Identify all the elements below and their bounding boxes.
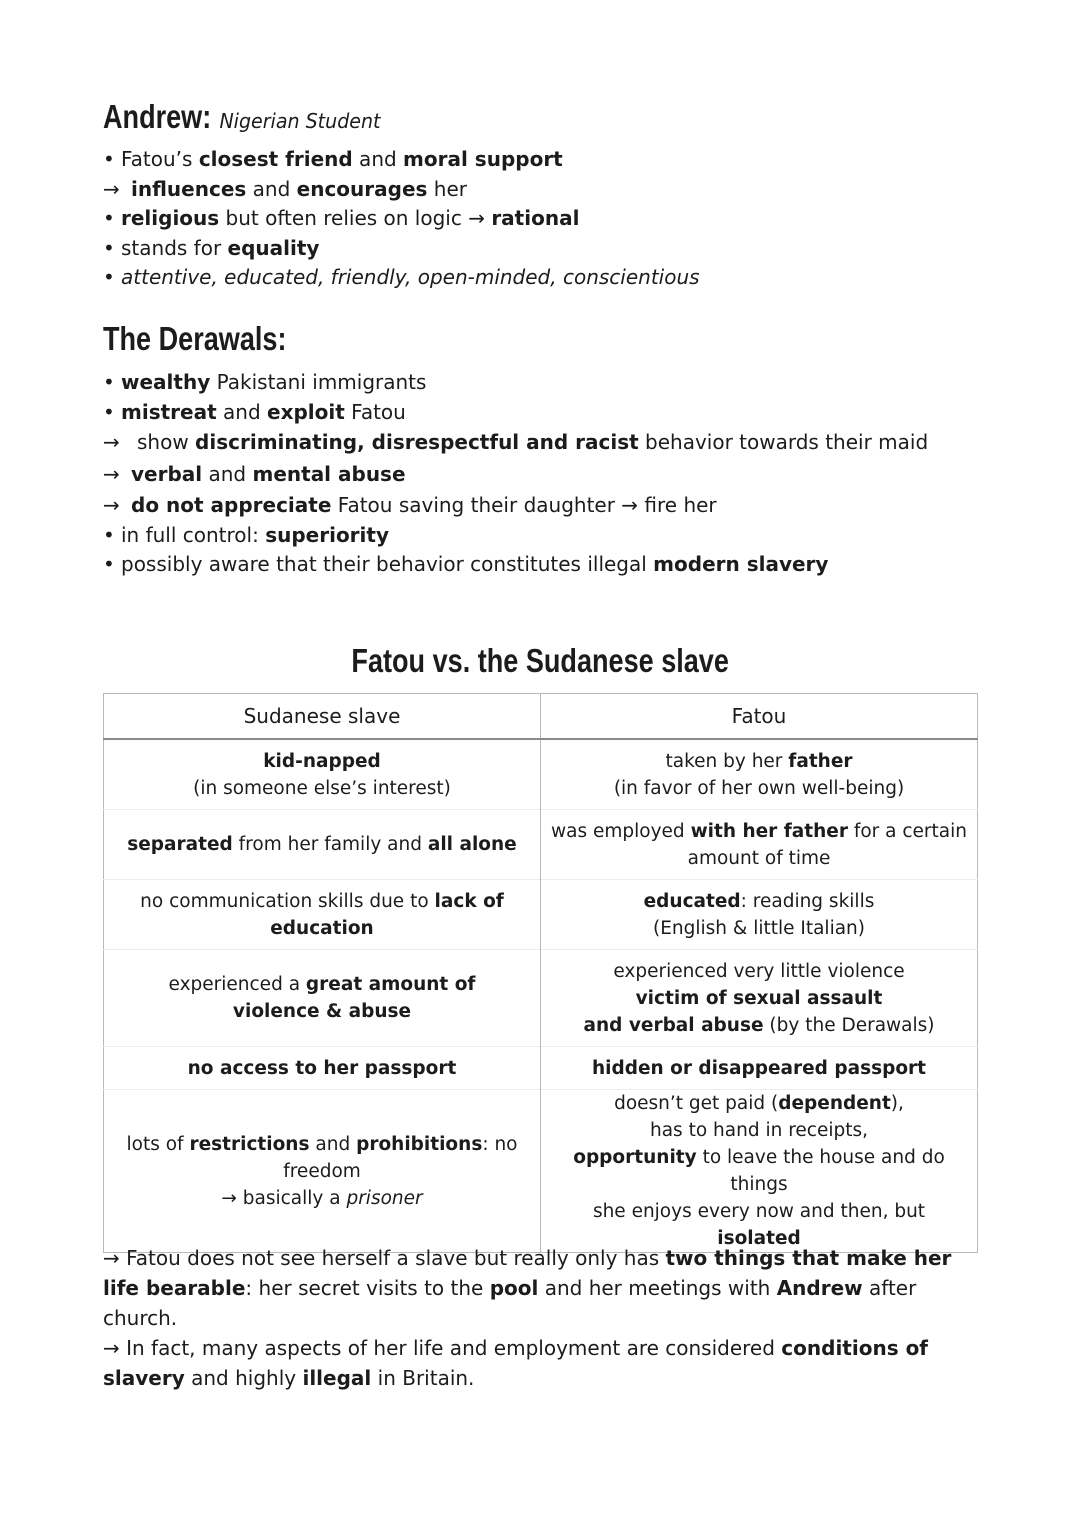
list-item-text xyxy=(137,428,928,458)
table-row xyxy=(104,950,978,1047)
text-run: after church. xyxy=(103,1276,917,1330)
arrow-marker: → xyxy=(103,461,120,486)
cell-line xyxy=(551,748,967,775)
text-run: and xyxy=(202,461,253,486)
bold-text: dependent xyxy=(778,1093,891,1114)
cell-line xyxy=(551,845,967,872)
bold-text: lack of xyxy=(434,890,504,912)
list-item xyxy=(103,145,700,175)
cell-line xyxy=(114,915,530,942)
list-item xyxy=(103,263,700,293)
table-cell xyxy=(541,950,978,1047)
table-cell xyxy=(541,739,978,810)
text-run: experienced very little violence xyxy=(613,960,905,982)
text-run: behavior towards their maid xyxy=(638,430,929,454)
bold-text: educated xyxy=(643,890,741,912)
text-run: freedom xyxy=(283,1160,361,1182)
derawals-traits-list xyxy=(103,368,928,580)
text-run: (by the Derawals) xyxy=(763,1014,935,1036)
cell-line xyxy=(114,1131,530,1158)
bullet-marker: • xyxy=(103,147,115,171)
bold-text: closest friend xyxy=(198,147,353,171)
text-run: in full control: xyxy=(121,522,266,547)
table-cell xyxy=(104,880,541,950)
cell-line xyxy=(114,775,530,802)
summary-paragraphs xyxy=(103,1243,983,1393)
comparison-title-text: Fatou vs. the Sudanese slave xyxy=(351,642,729,679)
text-run: → basically a xyxy=(221,1187,347,1209)
text-run: she enjoys every now and then, but xyxy=(592,1201,926,1222)
bold-text: influences xyxy=(131,176,247,201)
italic-text: attentive, educated, friendly, open-minded, conscientious xyxy=(121,265,700,289)
text-run: lots of xyxy=(126,1133,190,1155)
arrow-marker: → xyxy=(103,430,120,454)
comparison-table xyxy=(103,693,978,1253)
text-run: her xyxy=(427,176,467,201)
list-item-text xyxy=(121,145,563,175)
bold-text: hidden or disappeared passport xyxy=(591,1057,927,1079)
text-run: amount of time xyxy=(687,847,831,869)
list-item-text xyxy=(121,521,389,551)
bold-text: victim of sexual assault xyxy=(635,987,883,1009)
column-header-sudanese-slave: Sudanese slave xyxy=(104,694,541,740)
andrew-traits-list xyxy=(103,145,700,293)
text-run: doesn’t get paid ( xyxy=(614,1093,779,1114)
bold-text: conditions of slavery xyxy=(103,1336,929,1390)
cell-line xyxy=(551,958,967,985)
cell-line xyxy=(114,831,530,858)
bold-text: verbal xyxy=(131,461,203,486)
bullet-marker: • xyxy=(103,552,115,576)
text-run: from her family and xyxy=(232,834,428,855)
list-item xyxy=(103,398,928,428)
text-run: Pakistani immigrants xyxy=(210,370,427,394)
list-item xyxy=(103,550,928,580)
table-cell xyxy=(541,1090,978,1253)
list-item xyxy=(103,491,928,521)
bold-text: rational xyxy=(491,206,580,230)
text-run: : reading skills xyxy=(740,890,875,912)
cell-line xyxy=(551,1144,967,1198)
bold-text: exploit xyxy=(267,399,345,424)
text-run: show xyxy=(137,430,196,454)
cell-line xyxy=(551,915,967,942)
text-run: in Britain. xyxy=(371,1366,475,1390)
bullet-marker: • xyxy=(103,265,115,289)
table-cell xyxy=(104,1047,541,1090)
table-row xyxy=(104,810,978,880)
andrew-subtitle: Nigerian Student xyxy=(219,109,381,133)
text-run: (in someone else’s interest) xyxy=(193,777,451,799)
table-row xyxy=(104,739,978,810)
list-item-text xyxy=(121,550,828,580)
list-item xyxy=(103,175,700,205)
text-run: and highly xyxy=(184,1366,303,1390)
table-row xyxy=(104,880,978,950)
text-run: possibly aware that their behavior constitutes illegal xyxy=(121,552,654,576)
cell-line xyxy=(114,748,530,775)
cell-line xyxy=(551,985,967,1012)
table-cell xyxy=(541,880,978,950)
list-item-text xyxy=(131,175,467,205)
list-item-text xyxy=(121,263,700,293)
bold-text: violence & abuse xyxy=(232,1001,412,1022)
text-run: → In fact, many aspects of her life and employment are considered xyxy=(103,1336,782,1360)
table-cell xyxy=(541,810,978,880)
cell-line xyxy=(114,1055,530,1082)
text-run: and xyxy=(246,176,297,201)
bold-text: separated xyxy=(127,834,233,855)
bold-text: illegal xyxy=(302,1366,372,1390)
bold-text: mental abuse xyxy=(252,461,406,486)
list-item-text xyxy=(121,398,406,428)
andrew-name: Andrew: xyxy=(103,98,212,135)
text-run: but often relies on logic → xyxy=(219,206,492,230)
table-cell xyxy=(104,950,541,1047)
cell-line xyxy=(551,818,967,845)
bold-text: no access to her passport xyxy=(187,1057,457,1079)
text-run: and xyxy=(309,1133,357,1155)
cell-line xyxy=(551,1055,967,1082)
text-run: (in favor of her own well-being) xyxy=(613,777,905,799)
list-item-text xyxy=(131,491,717,521)
bold-text: and verbal abuse xyxy=(583,1014,764,1036)
bold-text: opportunity xyxy=(573,1147,697,1168)
list-item xyxy=(103,234,700,264)
list-item xyxy=(103,460,928,490)
bold-text: father xyxy=(788,750,853,772)
bold-text: wealthy xyxy=(121,370,211,394)
text-run: to leave the house and do things xyxy=(696,1147,945,1195)
table-header-row xyxy=(104,694,978,740)
list-item-text xyxy=(121,204,579,234)
italic-text: prisoner xyxy=(346,1187,423,1209)
bullet-marker: • xyxy=(103,522,115,547)
bold-text: moral support xyxy=(403,147,563,171)
bold-text: two things that make her life bearable xyxy=(103,1246,952,1300)
bullet-marker: • xyxy=(103,370,115,394)
summary-paragraph xyxy=(103,1243,983,1333)
bullet-marker: • xyxy=(103,206,115,230)
cell-line xyxy=(114,1185,530,1212)
list-item xyxy=(103,521,928,551)
arrow-marker: → xyxy=(103,493,120,517)
text-run: Fatou xyxy=(344,399,406,424)
bold-text: restrictions xyxy=(189,1133,310,1155)
text-run: ), xyxy=(890,1093,904,1114)
table-cell xyxy=(104,1090,541,1253)
text-run: (English & little Italian) xyxy=(652,917,865,939)
bold-text: encourages xyxy=(296,176,428,201)
text-run: → Fatou does not see herself a slave but really only has xyxy=(103,1246,666,1270)
table-row xyxy=(104,1047,978,1090)
bold-text: discriminating, disrespectful and racist xyxy=(195,430,639,454)
derawals-heading: The Derawals: xyxy=(103,320,287,357)
bold-text: kid-napped xyxy=(263,750,381,772)
cell-line xyxy=(551,1117,967,1144)
cell-line xyxy=(551,888,967,915)
bold-text: with her father xyxy=(690,820,848,842)
table-row xyxy=(104,1090,978,1253)
cell-line xyxy=(551,1012,967,1039)
arrow-marker: → xyxy=(103,176,120,201)
table-cell xyxy=(104,810,541,880)
bold-text: education xyxy=(270,917,374,939)
text-run: Fatou’s xyxy=(121,147,199,171)
bullet-marker: • xyxy=(103,399,115,424)
bold-text: isolated xyxy=(717,1228,801,1249)
bold-text: prohibitions xyxy=(356,1133,483,1155)
bold-text: modern slavery xyxy=(653,552,829,576)
text-run: and her meetings with xyxy=(538,1276,777,1300)
text-run: no communication skills due to xyxy=(140,890,435,912)
bold-text: Andrew xyxy=(776,1276,863,1300)
table-cell xyxy=(541,1047,978,1090)
text-run: has to hand in receipts, xyxy=(650,1120,868,1141)
text-run: for a certain xyxy=(847,820,967,842)
list-item-text xyxy=(131,460,406,490)
table-cell xyxy=(104,739,541,810)
bold-text: religious xyxy=(121,206,220,230)
bold-text: great amount of xyxy=(305,974,476,995)
cell-line xyxy=(114,998,530,1025)
cell-line xyxy=(114,1158,530,1185)
bold-text: do not appreciate xyxy=(131,493,332,517)
bold-text: pool xyxy=(489,1276,539,1300)
bullet-marker: • xyxy=(103,235,115,260)
bold-text: all alone xyxy=(427,834,517,855)
text-run: : no xyxy=(482,1133,518,1155)
text-run: and xyxy=(216,399,267,424)
cell-line xyxy=(114,971,530,998)
bold-text: equality xyxy=(227,235,320,260)
list-item-text xyxy=(121,368,426,398)
text-run: and xyxy=(352,147,404,171)
column-header-fatou: Fatou xyxy=(541,694,978,740)
text-run: was employed xyxy=(551,820,691,842)
cell-line xyxy=(114,888,530,915)
cell-line xyxy=(551,775,967,802)
summary-paragraph xyxy=(103,1333,983,1393)
text-run: : her secret visits to the xyxy=(245,1276,490,1300)
list-item-text xyxy=(121,234,319,264)
text-run: taken by her xyxy=(665,750,789,772)
bold-text: superiority xyxy=(265,522,390,547)
text-run: stands for xyxy=(121,235,228,260)
list-item xyxy=(103,428,928,458)
list-item xyxy=(103,204,700,234)
bold-text: mistreat xyxy=(121,399,217,424)
text-run: experienced a xyxy=(168,974,306,995)
comparison-title xyxy=(0,642,1080,680)
cell-line xyxy=(551,1090,967,1117)
text-run: Fatou saving their daughter → fire her xyxy=(331,493,717,517)
list-item xyxy=(103,368,928,398)
andrew-heading xyxy=(103,98,381,138)
